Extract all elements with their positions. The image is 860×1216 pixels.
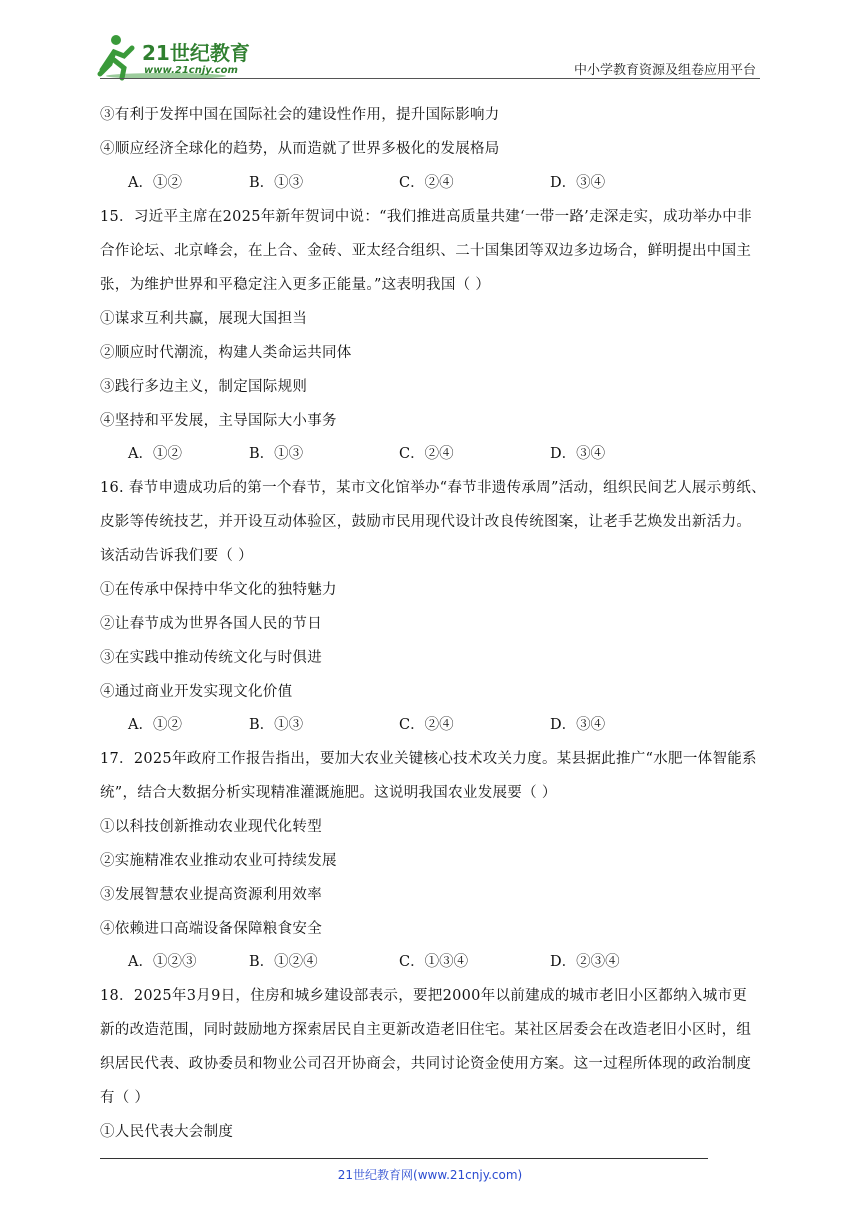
option-b: B．①③ <box>249 446 304 462</box>
option-a: A．①② <box>128 446 182 462</box>
choice-2: ②实施精准农业推动农业可持续发展 <box>100 853 337 869</box>
option-c: C．②④ <box>399 717 454 733</box>
text-line: ④顺应经济全球化的趋势，从而造就了世界多极化的发展格局 <box>100 141 500 157</box>
question-17: 17．2025年政府工作报告指出，要加大农业关键核心技术攻关力度。某县据此推广“水肥一体智能系 <box>100 751 757 767</box>
option-d: D．③④ <box>550 175 606 191</box>
choice-2: ②让春节成为世界各国人民的节日 <box>100 616 322 632</box>
option-c: C．②④ <box>399 446 454 462</box>
choice-1: ①在传承中保持中华文化的独特魅力 <box>100 582 337 598</box>
choice-1: ①以科技创新推动农业现代化转型 <box>100 819 322 835</box>
choice-3: ③践行多边主义，制定国际规则 <box>100 379 308 395</box>
text-line: 统”，结合大数据分析实现精准灌溉施肥。这说明我国农业发展要（ ） <box>100 785 557 801</box>
choice-4: ④坚持和平发展，主导国际大小事务 <box>100 413 337 429</box>
question-15: 15．习近平主席在2025年新年贺词中说：“我们推进高质量共建‘一带一路’走深走实，成功举办中非 <box>100 209 752 225</box>
option-b: B．①②④ <box>249 954 318 970</box>
logo-graphic <box>96 30 266 82</box>
text-line: 织居民代表、政协委员和物业公司召开协商会，共同讨论资金使用方案。这一过程所体现的政治制度 <box>100 1056 752 1072</box>
choice-4: ④依赖进口高端设备保障粮食安全 <box>100 921 322 937</box>
page-header <box>0 0 860 80</box>
choice-1: ①谋求互利共赢，展现大国担当 <box>100 311 308 327</box>
svg-text:www.21cnjy.com: www.21cnjy.com <box>144 65 238 76</box>
option-b: B．①③ <box>249 717 304 733</box>
text-line: 皮影等传统技艺，并开设互动体验区，鼓励市民用现代设计改良传统图案，让老手艺焕发出新活力。 <box>100 514 752 530</box>
choice-1: ①人民代表大会制度 <box>100 1124 234 1140</box>
option-c: C．①③④ <box>399 954 469 970</box>
question-16: 16. 春节申遗成功后的第一个春节，某市文化馆举办“春节非遗传承周”活动，组织民间艺人展示剪纸、 <box>100 480 766 496</box>
platform-name: 中小学教育资源及组卷应用平台 <box>573 63 756 78</box>
header-divider <box>100 78 760 79</box>
choice-3: ③在实践中推动传统文化与时俱进 <box>100 650 322 666</box>
text-line: 合作论坛、北京峰会，在上合、金砖、亚太经合组织、二十国集团等双边多边场合，鲜明提出中国主 <box>100 243 752 259</box>
option-a: A．①② <box>128 175 182 191</box>
question-18: 18．2025年3月9日，住房和城乡建设部表示，要把2000年以前建成的城市老旧小区都纳入城市更 <box>100 988 748 1004</box>
option-d: D．②③④ <box>550 954 620 970</box>
option-d: D．③④ <box>550 717 606 733</box>
option-c: C．②④ <box>399 175 454 191</box>
footer-divider <box>100 1158 708 1159</box>
option-d: D．③④ <box>550 446 606 462</box>
choice-3: ③发展智慧农业提高资源利用效率 <box>100 887 322 903</box>
svg-text:21世纪教育: 21世纪教育 <box>142 41 250 65</box>
option-b: B．①③ <box>249 175 304 191</box>
footer-link[interactable]: 21世纪教育网(www.21cnjy.com) <box>337 1168 523 1182</box>
text-line: 张，为维护世界和平稳定注入更多正能量。”这表明我国（ ） <box>100 277 491 293</box>
choice-4: ④通过商业开发实现文化价值 <box>100 684 293 700</box>
text-line: ③有利于发挥中国在国际社会的建设性作用，提升国际影响力 <box>100 107 500 123</box>
logo <box>96 30 266 82</box>
option-a: A．①② <box>128 717 182 733</box>
option-a: A．①②③ <box>128 954 197 970</box>
choice-2: ②顺应时代潮流，构建人类命运共同体 <box>100 345 352 361</box>
text-line: 新的改造范围，同时鼓励地方探索居民自主更新改造老旧住宅。某社区居委会在改造老旧小区时，组 <box>100 1022 752 1038</box>
text-line: 该活动告诉我们要（ ） <box>100 548 253 564</box>
text-line: 有（ ） <box>100 1090 150 1106</box>
